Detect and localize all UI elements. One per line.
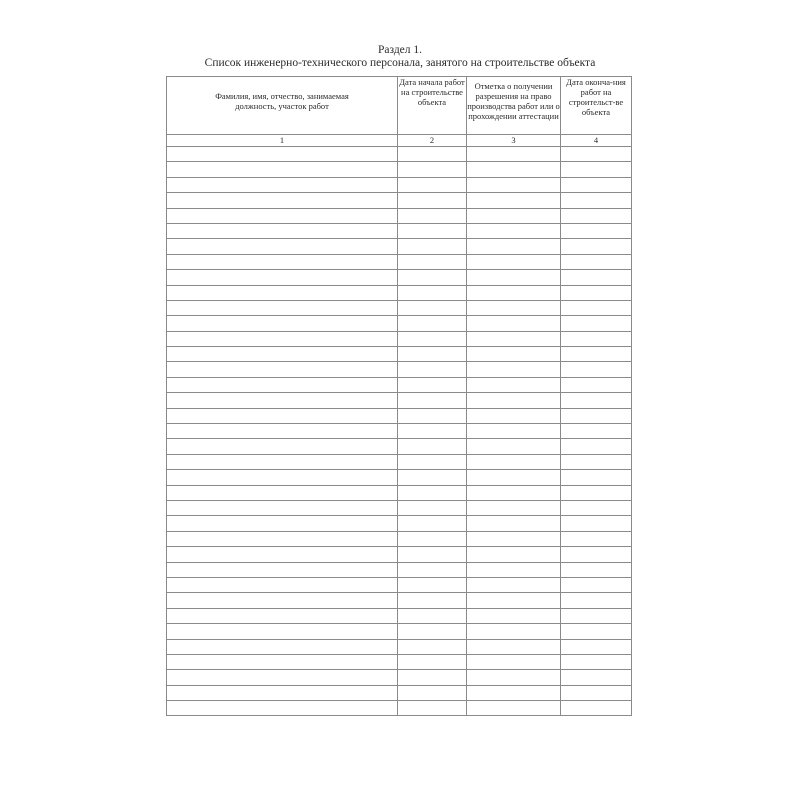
table-row — [167, 624, 632, 639]
table-cell — [167, 562, 398, 577]
personnel-table — [166, 76, 632, 716]
table-cell — [467, 424, 561, 439]
header-name-position: Фамилия, имя, отчество, занимаемая должность, участок работ — [167, 77, 398, 135]
table-cell — [398, 685, 467, 700]
table-cell — [167, 424, 398, 439]
table-row — [167, 223, 632, 238]
table-cell — [398, 624, 467, 639]
table-cell — [167, 577, 398, 592]
table-cell — [467, 593, 561, 608]
table-body — [167, 147, 632, 716]
table-cell — [398, 377, 467, 392]
table-row — [167, 639, 632, 654]
table-cell — [561, 316, 632, 331]
table-cell — [467, 608, 561, 623]
column-number: 2 — [398, 135, 467, 147]
table-row — [167, 654, 632, 669]
table-cell — [467, 670, 561, 685]
table-row — [167, 531, 632, 546]
table-row — [167, 177, 632, 192]
table-cell — [467, 270, 561, 285]
table-cell — [398, 347, 467, 362]
table-header-row — [167, 77, 632, 135]
column-number: 4 — [561, 135, 632, 147]
table-cell — [561, 347, 632, 362]
table-row — [167, 470, 632, 485]
table-cell — [561, 377, 632, 392]
table-row — [167, 162, 632, 177]
table-row — [167, 347, 632, 362]
table-cell — [167, 500, 398, 515]
table-row — [167, 270, 632, 285]
table-cell — [167, 547, 398, 562]
table-cell — [398, 300, 467, 315]
table-cell — [398, 270, 467, 285]
table-cell — [467, 331, 561, 346]
table-cell — [398, 500, 467, 515]
table-cell — [167, 254, 398, 269]
column-number: 1 — [167, 135, 398, 147]
table-cell — [561, 193, 632, 208]
table-cell — [561, 454, 632, 469]
table-cell — [467, 439, 561, 454]
table-cell — [467, 285, 561, 300]
table-cell — [561, 239, 632, 254]
table-cell — [167, 408, 398, 423]
table-cell — [398, 593, 467, 608]
table-cell — [467, 470, 561, 485]
table-cell — [561, 593, 632, 608]
table-cell — [167, 300, 398, 315]
table-cell — [467, 223, 561, 238]
table-cell — [467, 147, 561, 162]
table-cell — [398, 562, 467, 577]
table-cell — [398, 162, 467, 177]
table-cell — [398, 316, 467, 331]
table-cell — [467, 531, 561, 546]
table-cell — [167, 162, 398, 177]
table-cell — [561, 300, 632, 315]
table-cell — [167, 223, 398, 238]
table-cell — [561, 562, 632, 577]
table-cell — [167, 639, 398, 654]
table-cell — [167, 516, 398, 531]
table-row — [167, 377, 632, 392]
table-cell — [467, 162, 561, 177]
table-cell — [467, 316, 561, 331]
table-cell — [467, 577, 561, 592]
table-cell — [398, 639, 467, 654]
table-cell — [398, 393, 467, 408]
table-cell — [467, 193, 561, 208]
table-row — [167, 516, 632, 531]
table-cell — [398, 439, 467, 454]
table-cell — [561, 147, 632, 162]
table-row — [167, 454, 632, 469]
table-cell — [467, 500, 561, 515]
table-cell — [561, 270, 632, 285]
table-cell — [398, 424, 467, 439]
table-cell — [398, 485, 467, 500]
column-number-row — [167, 135, 632, 147]
table-cell — [561, 393, 632, 408]
table-cell — [167, 270, 398, 285]
table-cell — [561, 470, 632, 485]
table-cell — [398, 547, 467, 562]
table-row — [167, 562, 632, 577]
table-cell — [167, 331, 398, 346]
table-cell — [167, 454, 398, 469]
table-row — [167, 685, 632, 700]
table-row — [167, 608, 632, 623]
table-cell — [467, 639, 561, 654]
table-cell — [561, 547, 632, 562]
table-cell — [561, 670, 632, 685]
table-cell — [167, 624, 398, 639]
table-cell — [167, 177, 398, 192]
table-cell — [467, 208, 561, 223]
table-cell — [398, 470, 467, 485]
table-cell — [398, 408, 467, 423]
table-row — [167, 485, 632, 500]
table-cell — [167, 670, 398, 685]
header-permit-mark: Отметка о получении разрешения на право производства работ или о прохождении аттестации — [467, 77, 561, 135]
table-cell — [467, 377, 561, 392]
table-cell — [398, 454, 467, 469]
table-cell — [561, 685, 632, 700]
table-cell — [167, 485, 398, 500]
table-cell — [398, 516, 467, 531]
table-cell — [167, 147, 398, 162]
table-cell — [167, 208, 398, 223]
table-row — [167, 439, 632, 454]
table-cell — [398, 331, 467, 346]
table-row — [167, 316, 632, 331]
table-cell — [561, 701, 632, 716]
table-cell — [561, 485, 632, 500]
table-cell — [561, 654, 632, 669]
table-cell — [167, 470, 398, 485]
table-row — [167, 193, 632, 208]
table-cell — [398, 577, 467, 592]
table-cell — [467, 300, 561, 315]
table-cell — [561, 531, 632, 546]
table-cell — [467, 239, 561, 254]
table-cell — [561, 254, 632, 269]
table-row — [167, 500, 632, 515]
table-cell — [167, 239, 398, 254]
table-row — [167, 362, 632, 377]
table-cell — [561, 408, 632, 423]
table-cell — [167, 362, 398, 377]
table-cell — [561, 208, 632, 223]
table-row — [167, 393, 632, 408]
table-cell — [561, 516, 632, 531]
table-row — [167, 670, 632, 685]
table-cell — [561, 285, 632, 300]
table-cell — [467, 362, 561, 377]
table-row — [167, 147, 632, 162]
table-cell — [167, 316, 398, 331]
table-row — [167, 285, 632, 300]
table-cell — [561, 223, 632, 238]
table-cell — [398, 670, 467, 685]
table-row — [167, 593, 632, 608]
table-row — [167, 208, 632, 223]
table-cell — [398, 223, 467, 238]
table-cell — [467, 347, 561, 362]
table-cell — [398, 147, 467, 162]
table-cell — [561, 608, 632, 623]
table-row — [167, 577, 632, 592]
section-subtitle: Список инженерно-технического персонала, занятого на строительстве объекта — [204, 57, 596, 69]
table-row — [167, 547, 632, 562]
table-row — [167, 424, 632, 439]
table-cell — [467, 685, 561, 700]
table-cell — [398, 254, 467, 269]
header-start-date: Дата начала работ на строительстве объекта — [398, 77, 467, 135]
table-cell — [167, 685, 398, 700]
table-cell — [167, 701, 398, 716]
table-cell — [467, 177, 561, 192]
table-cell — [167, 285, 398, 300]
table-cell — [561, 639, 632, 654]
table-row — [167, 239, 632, 254]
table-cell — [467, 408, 561, 423]
table-row — [167, 701, 632, 716]
table-cell — [561, 500, 632, 515]
table-row — [167, 300, 632, 315]
table-cell — [467, 547, 561, 562]
table-cell — [167, 393, 398, 408]
table-cell — [561, 439, 632, 454]
table-cell — [467, 624, 561, 639]
table-cell — [561, 362, 632, 377]
section-title: Раздел 1. — [377, 44, 423, 56]
table-cell — [398, 239, 467, 254]
table-cell — [467, 393, 561, 408]
table-cell — [398, 362, 467, 377]
table-cell — [167, 439, 398, 454]
table-cell — [167, 193, 398, 208]
table-cell — [398, 177, 467, 192]
table-cell — [561, 577, 632, 592]
table-cell — [467, 485, 561, 500]
table-cell — [467, 654, 561, 669]
table-cell — [561, 424, 632, 439]
table-cell — [561, 177, 632, 192]
table-cell — [398, 608, 467, 623]
table-cell — [467, 701, 561, 716]
header-end-date: Дата оконча-ния работ на строительст-ве объекта — [561, 77, 632, 135]
table-row — [167, 254, 632, 269]
table-cell — [467, 516, 561, 531]
table-cell — [167, 347, 398, 362]
table-cell — [398, 285, 467, 300]
table-cell — [167, 608, 398, 623]
table-row — [167, 408, 632, 423]
column-number: 3 — [467, 135, 561, 147]
table-cell — [561, 331, 632, 346]
table-cell — [167, 593, 398, 608]
table-cell — [467, 454, 561, 469]
table-cell — [167, 654, 398, 669]
table-cell — [467, 254, 561, 269]
table-cell — [398, 654, 467, 669]
table-cell — [467, 562, 561, 577]
table-cell — [398, 531, 467, 546]
table-cell — [167, 531, 398, 546]
table-cell — [167, 377, 398, 392]
table-cell — [398, 208, 467, 223]
table-cell — [561, 162, 632, 177]
table-cell — [561, 624, 632, 639]
table-cell — [398, 701, 467, 716]
table-row — [167, 331, 632, 346]
table-cell — [398, 193, 467, 208]
